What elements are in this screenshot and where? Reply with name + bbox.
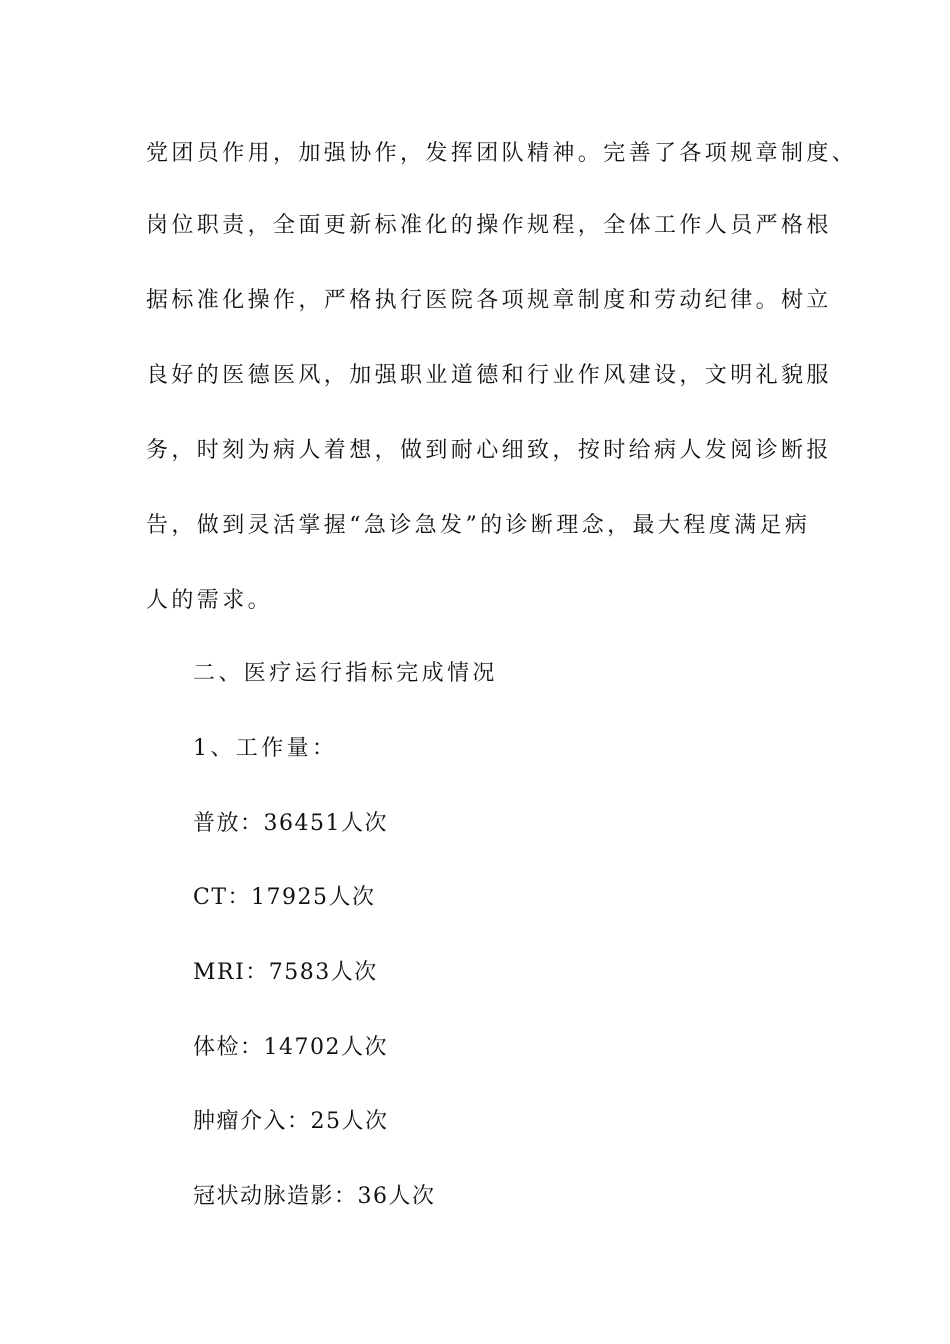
paragraph-line-2: 岗位职责，全面更新标准化的操作规程，全体工作人员严格根 [146,213,832,238]
paragraph-line-3: 据标准化操作，严格执行医院各项规章制度和劳动纪律。树立 [146,288,832,313]
workload-item: 肿瘤介入：25人次 [193,1109,389,1134]
paragraph-line-7: 人的需求。 [146,588,274,613]
subheading-workload: 1、工作量： [193,736,338,761]
workload-item: 冠状动脉造影：36人次 [193,1184,436,1209]
section-heading: 二、医疗运行指标完成情况 [193,661,498,686]
paragraph-line-5: 务，时刻为病人着想，做到耐心细致，按时给病人发阅诊断报 [146,438,832,463]
workload-item: CT：17925人次 [193,885,376,910]
workload-item: 体检：14702人次 [193,1035,388,1060]
paragraph-line-4: 良好的医德医风，加强职业道德和行业作风建设，文明礼貌服 [146,363,832,388]
paragraph-line-1: 党团员作用，加强协作，发挥团队精神。完善了各项规章制度、 [146,141,858,166]
paragraph-line-6: 告，做到灵活掌握“急诊急发”的诊断理念，最大程度满足病 [146,513,811,538]
workload-item: MRI：7583人次 [193,960,378,985]
workload-item: 普放：36451人次 [193,811,388,836]
